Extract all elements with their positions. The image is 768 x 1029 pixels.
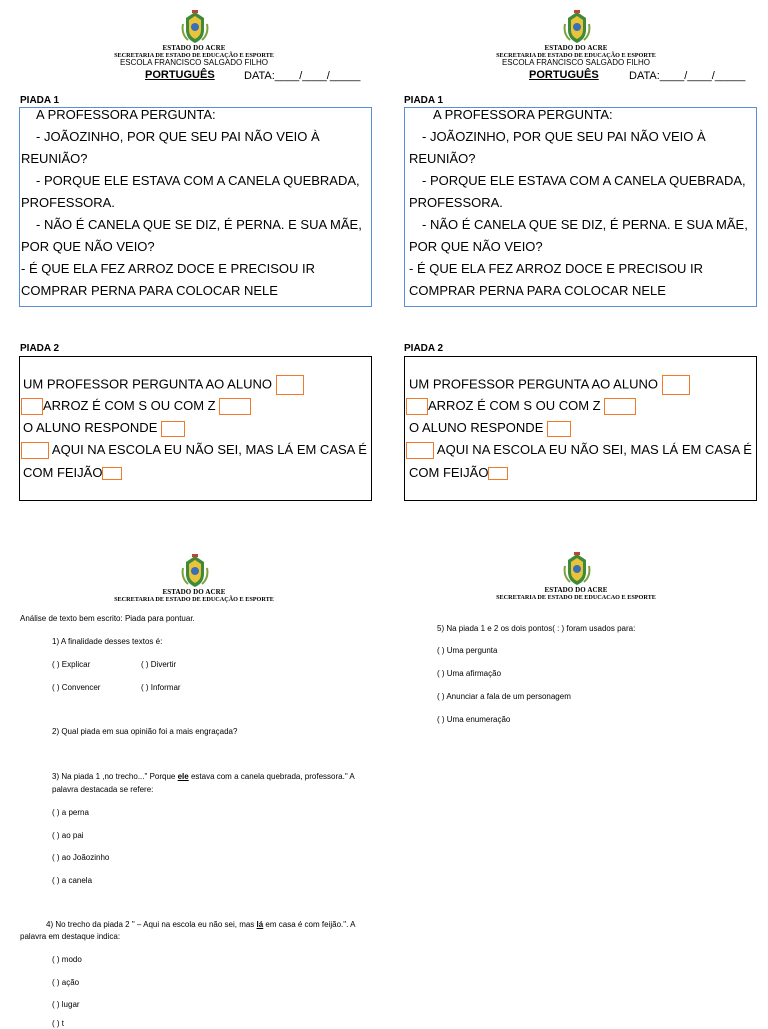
punctuation-answer-box[interactable] <box>21 442 49 459</box>
state-emblem-icon <box>562 10 592 44</box>
q1-option-explicar[interactable]: ( ) Explicar <box>52 660 91 669</box>
state-emblem-icon <box>180 10 210 44</box>
joke1-title: PIADA 1 <box>404 95 444 106</box>
joke2-title: PIADA 2 <box>404 343 444 354</box>
q4-option[interactable]: ( ) modo <box>52 955 82 964</box>
joke1-line: - JOÃOZINHO, POR QUE SEU PAI NÃO VEIO À <box>36 129 320 144</box>
question-2: 2) Qual piada em sua opinião foi a mais engraçada? <box>52 727 238 736</box>
subject-label: PORTUGUÊS <box>529 69 599 81</box>
joke1-line: - NÃO É CANELA QUE SE DIZ, É PERNA. E SUA MÃE, <box>422 217 748 232</box>
header-school: ESCOLA FRANCISCO SALGADO FILHO <box>119 58 269 67</box>
punctuation-answer-box[interactable] <box>276 375 304 395</box>
joke2-line: O ALUNO RESPONDE <box>23 420 185 437</box>
joke2-line: ARROZ É COM S OU COM Z <box>21 398 251 415</box>
question-4-line1: 4) No trecho da piada 2 " – Aqui na escola eu não sei, mas lá em casa é com feijão.". A <box>46 920 356 929</box>
header-secretariat: SECRETARIA DE ESTADO DE EDUCAÇÃO E ESPORTE <box>114 596 274 603</box>
joke1-line: - É QUE ELA FEZ ARROZ DOCE E PRECISOU IR <box>21 261 315 276</box>
joke1-line: PROFESSORA. <box>21 195 115 210</box>
joke2-title: PIADA 2 <box>20 343 60 354</box>
joke2-line: UM PROFESSOR PERGUNTA AO ALUNO <box>409 375 690 395</box>
state-emblem-icon <box>562 552 592 586</box>
joke1-line: - PORQUE ELE ESTAVA COM A CANELA QUEBRADA, <box>36 173 360 188</box>
question-3-line2: palavra destacada se refere: <box>52 785 154 794</box>
header-state: ESTADO DO ACRE <box>162 588 226 596</box>
question-1: 1) A finalidade desses textos é: <box>52 637 163 646</box>
joke1-line: - JOÃOZINHO, POR QUE SEU PAI NÃO VEIO À <box>422 129 706 144</box>
question-4-line2: palavra em destaque indica: <box>20 932 121 941</box>
date-field: DATA:____/____/_____ <box>629 70 746 82</box>
punctuation-answer-box[interactable] <box>219 398 251 415</box>
q5-option[interactable]: ( ) Uma enumeração <box>437 715 511 724</box>
header-state: ESTADO DO ACRE <box>544 44 608 52</box>
joke2-line: COM FEIJÃO <box>409 465 508 481</box>
worksheet-intro: Análise de texto bem escrito: Piada para pontuar. <box>20 614 195 623</box>
joke1-line: - PORQUE ELE ESTAVA COM A CANELA QUEBRADA, <box>422 173 746 188</box>
punctuation-answer-box[interactable] <box>21 398 43 415</box>
joke1-line: POR QUE NÃO VEIO? <box>409 239 543 254</box>
header-secretariat: SECRETARIA DE ESTADO DE EDUCAÇÃO E ESPORTE <box>496 595 656 599</box>
joke1-line: POR QUE NÃO VEIO? <box>21 239 155 254</box>
q4-option[interactable]: ( ) ação <box>52 978 80 987</box>
punctuation-answer-box[interactable] <box>102 467 122 480</box>
joke1-line: - É QUE ELA FEZ ARROZ DOCE E PRECISOU IR <box>409 261 703 276</box>
q1-option-divertir[interactable]: ( ) Divertir <box>141 660 177 669</box>
joke1-line: - NÃO É CANELA QUE SE DIZ, É PERNA. E SUA MÃE, <box>36 217 362 232</box>
q3-option[interactable]: ( ) ao Joãozinho <box>52 853 110 862</box>
joke2-line: AQUI NA ESCOLA EU NÃO SEI, MAS LÁ EM CASA É <box>406 442 752 459</box>
joke1-title: PIADA 1 <box>20 95 60 106</box>
joke2-line: UM PROFESSOR PERGUNTA AO ALUNO <box>23 375 304 395</box>
joke2-line: COM FEIJÃO <box>23 465 122 481</box>
q5-option[interactable]: ( ) Uma afirmação <box>437 669 502 678</box>
q5-option[interactable]: ( ) Anunciar a fala de um personagem <box>437 692 571 701</box>
q1-option-convencer[interactable]: ( ) Convencer <box>52 683 101 692</box>
q4-option[interactable]: ( ) t <box>52 1019 64 1028</box>
question-5: 5) Na piada 1 e 2 os dois pontos( : ) foram usados para: <box>437 624 636 633</box>
q3-option[interactable]: ( ) ao pai <box>52 831 84 840</box>
header-state: ESTADO DO ACRE <box>544 586 608 594</box>
q4-highlighted-word: lá <box>256 920 264 929</box>
date-field: DATA:____/____/_____ <box>244 70 361 82</box>
joke1-line: COMPRAR PERNA PARA COLOCAR NELE <box>21 283 278 298</box>
punctuation-answer-box[interactable] <box>406 398 428 415</box>
joke1-line: REUNIÃO? <box>21 151 88 166</box>
question-3-line1: 3) Na piada 1 ,no trecho..." Porque ele estava com a canela quebrada, professora." A <box>52 772 355 781</box>
punctuation-answer-box[interactable] <box>161 421 185 437</box>
punctuation-answer-box[interactable] <box>604 398 636 415</box>
q1-option-informar[interactable]: ( ) Informar <box>141 683 181 692</box>
header-state: ESTADO DO ACRE <box>162 44 226 52</box>
q3-highlighted-word: ele <box>177 772 189 781</box>
joke1-line: COMPRAR PERNA PARA COLOCAR NELE <box>409 283 666 298</box>
state-emblem-icon <box>180 554 210 588</box>
header-secretariat: SECRETARIA DE ESTADO DE EDUCAÇÃO E ESPORTE <box>496 52 656 59</box>
punctuation-answer-box[interactable] <box>488 467 508 480</box>
joke2-line: O ALUNO RESPONDE <box>409 420 571 437</box>
punctuation-answer-box[interactable] <box>662 375 690 395</box>
q4-option[interactable]: ( ) lugar <box>52 1000 80 1009</box>
subject-label: PORTUGUÊS <box>145 69 215 81</box>
q3-option[interactable]: ( ) a perna <box>52 808 89 817</box>
joke1-line: A PROFESSORA PERGUNTA: <box>433 107 613 122</box>
punctuation-answer-box[interactable] <box>406 442 434 459</box>
joke1-line: PROFESSORA. <box>409 195 503 210</box>
joke2-line: AQUI NA ESCOLA EU NÃO SEI, MAS LÁ EM CASA É <box>21 442 367 459</box>
joke1-line: REUNIÃO? <box>409 151 476 166</box>
joke1-line: A PROFESSORA PERGUNTA: <box>36 107 216 122</box>
header-secretariat: SECRETARIA DE ESTADO DE EDUCAÇÃO E ESPORTE <box>114 52 274 59</box>
q3-option[interactable]: ( ) a canela <box>52 876 93 885</box>
q5-option[interactable]: ( ) Uma pergunta <box>437 646 498 655</box>
punctuation-answer-box[interactable] <box>547 421 571 437</box>
header-school: ESCOLA FRANCISCO SALGADO FILHO <box>501 58 651 67</box>
joke2-line: ARROZ É COM S OU COM Z <box>406 398 636 415</box>
